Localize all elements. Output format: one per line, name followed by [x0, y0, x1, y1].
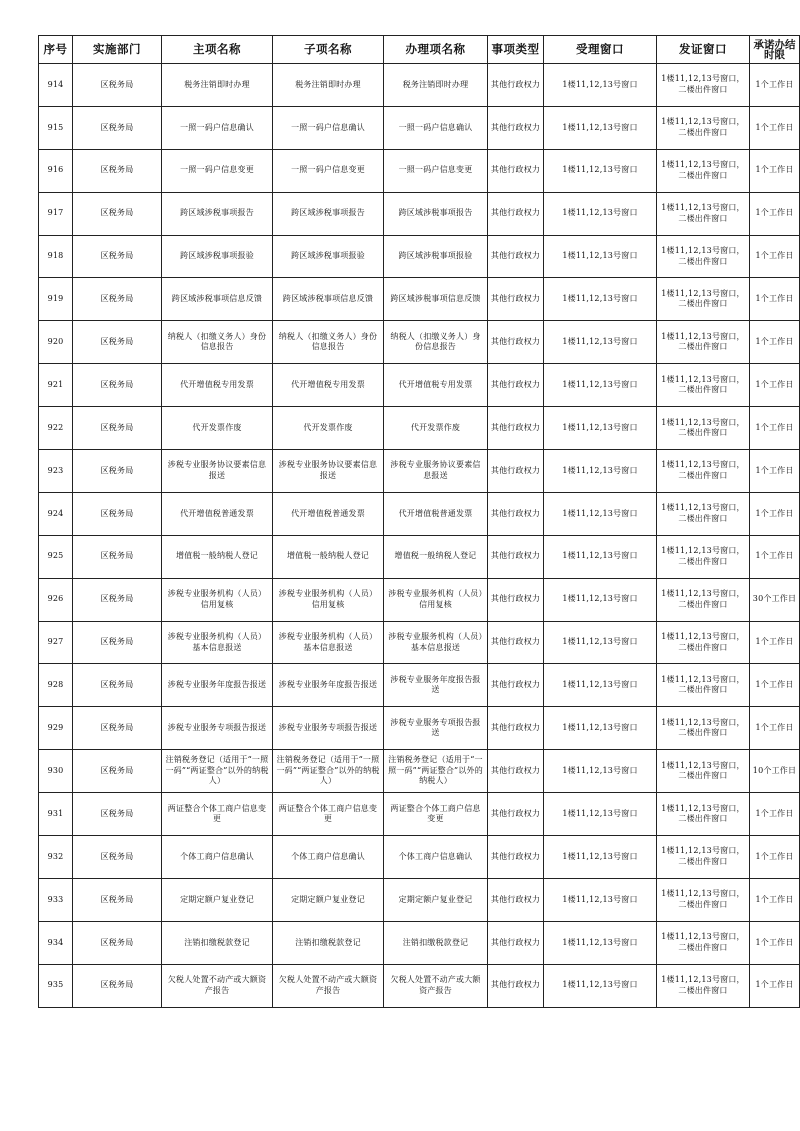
main-item-cell: 两证整合个体工商户信息变更 — [162, 793, 273, 836]
item-type-cell: 其他行政权力 — [488, 750, 544, 793]
main-item-cell: 跨区域涉税事项报验 — [162, 235, 273, 278]
table-row — [39, 836, 800, 879]
row-number-cell: 920 — [39, 321, 73, 364]
accept-window-cell: 1楼11,12,13号窗口 — [544, 707, 657, 750]
time-limit-cell: 1个工作日 — [750, 921, 800, 964]
table-row — [39, 964, 800, 1007]
sub-item-cell: 跨区域涉税事项报告 — [273, 192, 384, 235]
item-type-cell: 其他行政权力 — [488, 450, 544, 493]
time-limit-cell: 30个工作日 — [750, 578, 800, 621]
department-cell: 区税务局 — [73, 235, 162, 278]
main-item-cell: 定期定额户复业登记 — [162, 878, 273, 921]
accept-window-cell: 1楼11,12,13号窗口 — [544, 621, 657, 664]
item-type-cell: 其他行政权力 — [488, 707, 544, 750]
sub-item-cell: 定期定额户复业登记 — [273, 878, 384, 921]
department-cell: 区税务局 — [73, 407, 162, 450]
time-limit-cell: 1个工作日 — [750, 878, 800, 921]
header-cell: 办理项名称 — [384, 36, 488, 64]
issue-window-cell: 1楼11,12,13号窗口，二楼出件窗口 — [657, 64, 750, 107]
issue-window-cell: 1楼11,12,13号窗口，二楼出件窗口 — [657, 793, 750, 836]
main-item-cell: 税务注销即时办理 — [162, 64, 273, 107]
row-number-cell: 924 — [39, 492, 73, 535]
item-type-cell: 其他行政权力 — [488, 235, 544, 278]
time-limit-cell: 1个工作日 — [750, 535, 800, 578]
handling-item-cell: 两证整合个体工商户信息变更 — [384, 793, 488, 836]
row-number-cell: 933 — [39, 878, 73, 921]
accept-window-cell: 1楼11,12,13号窗口 — [544, 450, 657, 493]
handling-item-cell: 涉税专业服务年度报告报送 — [384, 664, 488, 707]
department-cell: 区税务局 — [73, 535, 162, 578]
issue-window-cell: 1楼11,12,13号窗口，二楼出件窗口 — [657, 407, 750, 450]
table-row — [39, 235, 800, 278]
time-limit-cell: 1个工作日 — [750, 321, 800, 364]
table-row — [39, 535, 800, 578]
row-number-cell: 928 — [39, 664, 73, 707]
sub-item-cell: 代开发票作废 — [273, 407, 384, 450]
time-limit-cell: 1个工作日 — [750, 149, 800, 192]
accept-window-cell: 1楼11,12,13号窗口 — [544, 321, 657, 364]
table-row — [39, 878, 800, 921]
header-cell: 受理窗口 — [544, 36, 657, 64]
accept-window-cell: 1楼11,12,13号窗口 — [544, 878, 657, 921]
main-item-cell: 代开增值税普通发票 — [162, 492, 273, 535]
accept-window-cell: 1楼11,12,13号窗口 — [544, 149, 657, 192]
department-cell: 区税务局 — [73, 793, 162, 836]
issue-window-cell: 1楼11,12,13号窗口，二楼出件窗口 — [657, 707, 750, 750]
item-type-cell: 其他行政权力 — [488, 664, 544, 707]
handling-item-cell: 一照一码户信息变更 — [384, 149, 488, 192]
department-cell: 区税务局 — [73, 278, 162, 321]
item-type-cell: 其他行政权力 — [488, 535, 544, 578]
department-cell: 区税务局 — [73, 450, 162, 493]
table-row — [39, 149, 800, 192]
department-cell: 区税务局 — [73, 664, 162, 707]
time-limit-cell: 1个工作日 — [750, 964, 800, 1007]
accept-window-cell: 1楼11,12,13号窗口 — [544, 578, 657, 621]
row-number-cell: 932 — [39, 836, 73, 879]
handling-item-cell: 跨区域涉税事项报告 — [384, 192, 488, 235]
accept-window-cell: 1楼11,12,13号窗口 — [544, 750, 657, 793]
main-item-cell: 纳税人（扣缴义务人）身份信息报告 — [162, 321, 273, 364]
item-type-cell: 其他行政权力 — [488, 149, 544, 192]
issue-window-cell: 1楼11,12,13号窗口，二楼出件窗口 — [657, 836, 750, 879]
sub-item-cell: 代开增值税专用发票 — [273, 364, 384, 407]
department-cell: 区税务局 — [73, 321, 162, 364]
header-cell: 序号 — [39, 36, 73, 64]
main-item-cell: 个体工商户信息确认 — [162, 836, 273, 879]
item-type-cell: 其他行政权力 — [488, 836, 544, 879]
issue-window-cell: 1楼11,12,13号窗口，二楼出件窗口 — [657, 149, 750, 192]
main-item-cell: 一照一码户信息变更 — [162, 149, 273, 192]
accept-window-cell: 1楼11,12,13号窗口 — [544, 278, 657, 321]
handling-item-cell: 增值税一般纳税人登记 — [384, 535, 488, 578]
department-cell: 区税务局 — [73, 492, 162, 535]
main-item-cell: 跨区域涉税事项报告 — [162, 192, 273, 235]
department-cell: 区税务局 — [73, 621, 162, 664]
time-limit-cell: 10个工作日 — [750, 750, 800, 793]
row-number-cell: 930 — [39, 750, 73, 793]
issue-window-cell: 1楼11,12,13号窗口，二楼出件窗口 — [657, 364, 750, 407]
row-number-cell: 921 — [39, 364, 73, 407]
table-row — [39, 578, 800, 621]
accept-window-cell: 1楼11,12,13号窗口 — [544, 921, 657, 964]
sub-item-cell: 注销税务登记（适用于“一照一码”“两证整合”以外的纳税人） — [273, 750, 384, 793]
header-cell: 承诺办结时限 — [750, 36, 800, 64]
sub-item-cell: 增值税一般纳税人登记 — [273, 535, 384, 578]
sub-item-cell: 涉税专业服务年度报告报送 — [273, 664, 384, 707]
time-limit-cell: 1个工作日 — [750, 235, 800, 278]
department-cell: 区税务局 — [73, 192, 162, 235]
item-type-cell: 其他行政权力 — [488, 364, 544, 407]
department-cell: 区税务局 — [73, 921, 162, 964]
issue-window-cell: 1楼11,12,13号窗口，二楼出件窗口 — [657, 106, 750, 149]
handling-item-cell: 税务注销即时办理 — [384, 64, 488, 107]
department-cell: 区税务局 — [73, 878, 162, 921]
table-row — [39, 321, 800, 364]
department-cell: 区税务局 — [73, 64, 162, 107]
handling-item-cell: 跨区域涉税事项信息反馈 — [384, 278, 488, 321]
handling-item-cell: 代开发票作废 — [384, 407, 488, 450]
item-type-cell: 其他行政权力 — [488, 964, 544, 1007]
table-row — [39, 364, 800, 407]
handling-item-cell: 代开增值税普通发票 — [384, 492, 488, 535]
department-cell: 区税务局 — [73, 106, 162, 149]
main-item-cell: 增值税一般纳税人登记 — [162, 535, 273, 578]
accept-window-cell: 1楼11,12,13号窗口 — [544, 492, 657, 535]
item-type-cell: 其他行政权力 — [488, 878, 544, 921]
table-row — [39, 106, 800, 149]
time-limit-cell: 1个工作日 — [750, 793, 800, 836]
service-items-table — [38, 35, 800, 1008]
item-type-cell: 其他行政权力 — [488, 621, 544, 664]
issue-window-cell: 1楼11,12,13号窗口，二楼出件窗口 — [657, 535, 750, 578]
sub-item-cell: 欠税人处置不动产或大额资产报告 — [273, 964, 384, 1007]
issue-window-cell: 1楼11,12,13号窗口，二楼出件窗口 — [657, 964, 750, 1007]
item-type-cell: 其他行政权力 — [488, 192, 544, 235]
department-cell: 区税务局 — [73, 836, 162, 879]
main-item-cell: 代开增值税专用发票 — [162, 364, 273, 407]
handling-item-cell: 涉税专业服务专项报告报送 — [384, 707, 488, 750]
handling-item-cell: 定期定额户复业登记 — [384, 878, 488, 921]
sub-item-cell: 税务注销即时办理 — [273, 64, 384, 107]
issue-window-cell: 1楼11,12,13号窗口，二楼出件窗口 — [657, 192, 750, 235]
main-item-cell: 欠税人处置不动产或大额资产报告 — [162, 964, 273, 1007]
document-page — [38, 35, 797, 1008]
row-number-cell: 931 — [39, 793, 73, 836]
handling-item-cell: 注销扣缴税款登记 — [384, 921, 488, 964]
main-item-cell: 代开发票作废 — [162, 407, 273, 450]
row-number-cell: 915 — [39, 106, 73, 149]
item-type-cell: 其他行政权力 — [488, 578, 544, 621]
row-number-cell: 935 — [39, 964, 73, 1007]
item-type-cell: 其他行政权力 — [488, 278, 544, 321]
item-type-cell: 其他行政权力 — [488, 407, 544, 450]
time-limit-cell: 1个工作日 — [750, 621, 800, 664]
row-number-cell: 927 — [39, 621, 73, 664]
handling-item-cell: 纳税人（扣缴义务人）身份信息报告 — [384, 321, 488, 364]
table-row — [39, 621, 800, 664]
main-item-cell: 注销扣缴税款登记 — [162, 921, 273, 964]
handling-item-cell: 个体工商户信息确认 — [384, 836, 488, 879]
sub-item-cell: 个体工商户信息确认 — [273, 836, 384, 879]
row-number-cell: 929 — [39, 707, 73, 750]
table-row — [39, 921, 800, 964]
sub-item-cell: 代开增值税普通发票 — [273, 492, 384, 535]
handling-item-cell: 代开增值税专用发票 — [384, 364, 488, 407]
row-number-cell: 914 — [39, 64, 73, 107]
table-row — [39, 707, 800, 750]
accept-window-cell: 1楼11,12,13号窗口 — [544, 836, 657, 879]
row-number-cell: 917 — [39, 192, 73, 235]
row-number-cell: 925 — [39, 535, 73, 578]
department-cell: 区税务局 — [73, 149, 162, 192]
row-number-cell: 923 — [39, 450, 73, 493]
time-limit-cell: 1个工作日 — [750, 707, 800, 750]
issue-window-cell: 1楼11,12,13号窗口，二楼出件窗口 — [657, 664, 750, 707]
department-cell: 区税务局 — [73, 364, 162, 407]
table-row — [39, 407, 800, 450]
time-limit-cell: 1个工作日 — [750, 278, 800, 321]
issue-window-cell: 1楼11,12,13号窗口，二楼出件窗口 — [657, 450, 750, 493]
item-type-cell: 其他行政权力 — [488, 492, 544, 535]
item-type-cell: 其他行政权力 — [488, 64, 544, 107]
issue-window-cell: 1楼11,12,13号窗口，二楼出件窗口 — [657, 621, 750, 664]
time-limit-cell: 1个工作日 — [750, 492, 800, 535]
main-item-cell: 涉税专业服务专项报告报送 — [162, 707, 273, 750]
department-cell: 区税务局 — [73, 707, 162, 750]
item-type-cell: 其他行政权力 — [488, 321, 544, 364]
sub-item-cell: 涉税专业服务协议要素信息报送 — [273, 450, 384, 493]
accept-window-cell: 1楼11,12,13号窗口 — [544, 535, 657, 578]
main-item-cell: 跨区域涉税事项信息反馈 — [162, 278, 273, 321]
table-row — [39, 750, 800, 793]
table-row — [39, 192, 800, 235]
issue-window-cell: 1楼11,12,13号窗口，二楼出件窗口 — [657, 492, 750, 535]
main-item-cell: 涉税专业服务机构（人员）基本信息报送 — [162, 621, 273, 664]
handling-item-cell: 注销税务登记（适用于“一照一码”“两证整合”以外的纳税人） — [384, 750, 488, 793]
table-body — [39, 64, 800, 1008]
sub-item-cell: 涉税专业服务专项报告报送 — [273, 707, 384, 750]
header-cell: 事项类型 — [488, 36, 544, 64]
sub-item-cell: 跨区域涉税事项报验 — [273, 235, 384, 278]
row-number-cell: 919 — [39, 278, 73, 321]
sub-item-cell: 纳税人（扣缴义务人）身份信息报告 — [273, 321, 384, 364]
main-item-cell: 涉税专业服务协议要素信息报送 — [162, 450, 273, 493]
row-number-cell: 934 — [39, 921, 73, 964]
sub-item-cell: 两证整合个体工商户信息变更 — [273, 793, 384, 836]
issue-window-cell: 1楼11,12,13号窗口，二楼出件窗口 — [657, 921, 750, 964]
row-number-cell: 926 — [39, 578, 73, 621]
item-type-cell: 其他行政权力 — [488, 793, 544, 836]
issue-window-cell: 1楼11,12,13号窗口，二楼出件窗口 — [657, 878, 750, 921]
row-number-cell: 918 — [39, 235, 73, 278]
item-type-cell: 其他行政权力 — [488, 106, 544, 149]
time-limit-cell: 1个工作日 — [750, 364, 800, 407]
time-limit-cell: 1个工作日 — [750, 450, 800, 493]
item-type-cell: 其他行政权力 — [488, 921, 544, 964]
sub-item-cell: 一照一码户信息变更 — [273, 149, 384, 192]
table-header-row — [39, 36, 800, 64]
sub-item-cell: 跨区域涉税事项信息反馈 — [273, 278, 384, 321]
department-cell: 区税务局 — [73, 964, 162, 1007]
accept-window-cell: 1楼11,12,13号窗口 — [544, 106, 657, 149]
table-row — [39, 664, 800, 707]
sub-item-cell: 涉税专业服务机构（人员）信用复核 — [273, 578, 384, 621]
header-cell: 发证窗口 — [657, 36, 750, 64]
table-row — [39, 793, 800, 836]
issue-window-cell: 1楼11,12,13号窗口，二楼出件窗口 — [657, 235, 750, 278]
time-limit-cell: 1个工作日 — [750, 664, 800, 707]
department-cell: 区税务局 — [73, 750, 162, 793]
main-item-cell: 涉税专业服务机构（人员）信用复核 — [162, 578, 273, 621]
time-limit-cell: 1个工作日 — [750, 407, 800, 450]
accept-window-cell: 1楼11,12,13号窗口 — [544, 793, 657, 836]
department-cell: 区税务局 — [73, 578, 162, 621]
table-row — [39, 278, 800, 321]
handling-item-cell: 一照一码户信息确认 — [384, 106, 488, 149]
issue-window-cell: 1楼11,12,13号窗口，二楼出件窗口 — [657, 750, 750, 793]
issue-window-cell: 1楼11,12,13号窗口，二楼出件窗口 — [657, 321, 750, 364]
row-number-cell: 916 — [39, 149, 73, 192]
accept-window-cell: 1楼11,12,13号窗口 — [544, 407, 657, 450]
handling-item-cell: 涉税专业服务机构（人员）基本信息报送 — [384, 621, 488, 664]
table-row — [39, 64, 800, 107]
handling-item-cell: 涉税专业服务协议要素信息报送 — [384, 450, 488, 493]
row-number-cell: 922 — [39, 407, 73, 450]
time-limit-cell: 1个工作日 — [750, 836, 800, 879]
accept-window-cell: 1楼11,12,13号窗口 — [544, 235, 657, 278]
table-row — [39, 492, 800, 535]
main-item-cell: 注销税务登记（适用于“一照一码”“两证整合”以外的纳税人） — [162, 750, 273, 793]
issue-window-cell: 1楼11,12,13号窗口，二楼出件窗口 — [657, 578, 750, 621]
handling-item-cell: 跨区域涉税事项报验 — [384, 235, 488, 278]
header-cell: 实施部门 — [73, 36, 162, 64]
accept-window-cell: 1楼11,12,13号窗口 — [544, 364, 657, 407]
header-cell: 子项名称 — [273, 36, 384, 64]
sub-item-cell: 涉税专业服务机构（人员）基本信息报送 — [273, 621, 384, 664]
accept-window-cell: 1楼11,12,13号窗口 — [544, 664, 657, 707]
time-limit-cell: 1个工作日 — [750, 64, 800, 107]
time-limit-cell: 1个工作日 — [750, 192, 800, 235]
header-cell: 主项名称 — [162, 36, 273, 64]
issue-window-cell: 1楼11,12,13号窗口，二楼出件窗口 — [657, 278, 750, 321]
sub-item-cell: 注销扣缴税款登记 — [273, 921, 384, 964]
table-row — [39, 450, 800, 493]
time-limit-cell: 1个工作日 — [750, 106, 800, 149]
accept-window-cell: 1楼11,12,13号窗口 — [544, 964, 657, 1007]
sub-item-cell: 一照一码户信息确认 — [273, 106, 384, 149]
accept-window-cell: 1楼11,12,13号窗口 — [544, 64, 657, 107]
main-item-cell: 一照一码户信息确认 — [162, 106, 273, 149]
main-item-cell: 涉税专业服务年度报告报送 — [162, 664, 273, 707]
handling-item-cell: 欠税人处置不动产或大额资产报告 — [384, 964, 488, 1007]
handling-item-cell: 涉税专业服务机构（人员）信用复核 — [384, 578, 488, 621]
accept-window-cell: 1楼11,12,13号窗口 — [544, 192, 657, 235]
